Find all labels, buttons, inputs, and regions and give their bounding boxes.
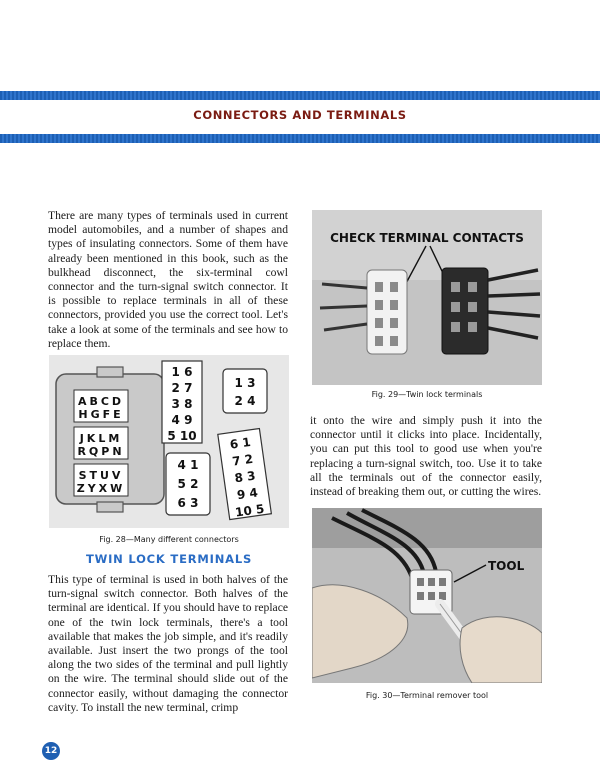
figure-28-caption: Fig. 28—Many different connectors <box>99 535 239 544</box>
connector-numbers-d-row-3: 8 3 <box>233 468 257 486</box>
connector-letters-row-2: HGFE <box>78 408 124 421</box>
figure-28-connectors <box>49 355 289 528</box>
connector-numbers-d-row-5: 10 5 <box>234 501 266 520</box>
connector-numbers-c-row-3: 6 3 <box>177 496 199 510</box>
connector-numbers-b-row-1: 1 3 <box>234 376 256 390</box>
figure-30-caption: Fig. 30—Terminal remover tool <box>365 691 489 700</box>
tool-label: TOOL <box>488 559 525 573</box>
check-terminal-label: CHECK TERMINAL CONTACTS <box>330 231 524 245</box>
connector-numbers-a-row-3: 3 8 <box>171 397 193 411</box>
connector-numbers-d-row-1: 6 1 <box>228 434 252 452</box>
connector-letters-row-5: STUV <box>78 469 124 482</box>
connector-numbers-a-row-4: 4 9 <box>171 413 193 427</box>
connector-letters-row-6: ZYXW <box>76 482 126 495</box>
figure-29-caption: Fig. 29—Twin lock terminals <box>371 390 483 399</box>
intro-paragraph: There are many types of terminals used in current model automobiles, and a number of shapes and types of insulating connectors. Some of them have already been mentioned in this book, such as the bulkhead disconnect, the six-terminal cowl connector and the turn-signal switch connector. It is possible to replace terminals in all of these connectors, provided you use the correct tool. Let's take a look at some of the terminals and see how to replace them. <box>48 209 288 350</box>
header-band-top <box>0 91 600 100</box>
figure-29-twin-lock-photo <box>312 210 542 385</box>
section-subheading: TWIN LOCK TERMINALS <box>85 552 253 566</box>
connector-numbers-d-row-4: 9 4 <box>236 485 259 503</box>
connectors-illustration <box>49 355 289 528</box>
figure-30-remover-tool-photo <box>312 508 542 683</box>
connector-numbers-a-row-1: 1 6 <box>171 365 193 379</box>
header-band-bottom <box>0 134 600 143</box>
twin-lock-illustration <box>312 210 542 385</box>
connector-letters-row-4: RQPN <box>77 445 125 458</box>
connector-letters-row-3: JKLM <box>79 432 123 445</box>
connector-numbers-c-row-1: 4 1 <box>177 458 199 472</box>
connector-numbers-d-row-2: 7 2 <box>231 451 254 469</box>
continued-paragraph: it onto the wire and simply push it into the connector until it clicks into place. Incidentally, you can put this tool to good use when you're replacing a turn-signal switch, too. Use it to take all the terminals out of the connector easily, instead of breaking them out, or cutting the wires. <box>310 414 542 499</box>
page-number-badge: 12 <box>42 742 60 760</box>
remover-tool-illustration <box>312 508 542 683</box>
connector-letters-row-1: ABCD <box>77 395 125 408</box>
connector-numbers-b-row-2: 2 4 <box>234 394 256 408</box>
twin-lock-paragraph: This type of terminal is used in both halves of the turn-signal switch connector. Both halves of the terminal are identical. If you should have to replace one of the twin lock terminals, there's a tool available that makes the job simple, and it's readily available. Just insert the two prongs of the tool along the two sides of the terminal and pull lightly on the wire. The terminal should slide out of the connector easily, without damaging the connector cavity. To install the new terminal, crimp <box>48 573 288 714</box>
connector-numbers-a-row-5: 5 10 <box>167 429 197 443</box>
page-header-title: CONNECTORS AND TERMINALS <box>193 108 407 122</box>
connector-numbers-c-row-2: 5 2 <box>177 477 199 491</box>
connector-numbers-a-row-2: 2 7 <box>171 381 193 395</box>
